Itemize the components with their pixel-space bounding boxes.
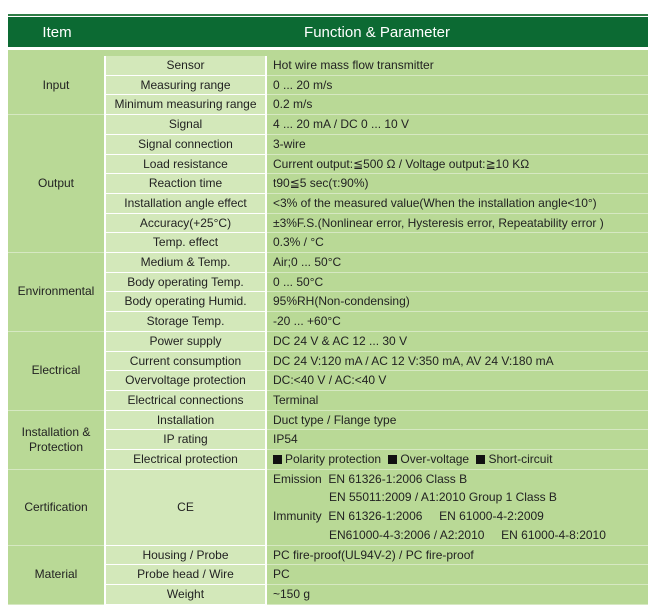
value-power-supply: DC 24 V & AC 12 ... 30 V (266, 331, 648, 351)
header-item: Item (42, 23, 72, 41)
param-electrical-protection: Electrical protection (105, 450, 266, 470)
param-min-measuring-range: Minimum measuring range (105, 95, 266, 115)
value-body-humid: 95%RH(Non-condensing) (266, 292, 648, 312)
value-signal: 4 ... 20 mA / DC 0 ... 10 V (266, 115, 648, 135)
param-load-resistance: Load resistance (105, 154, 266, 174)
value-storage-temp: -20 ... +60°C (266, 312, 648, 332)
value-signal-connection: 3-wire (266, 134, 648, 154)
group-output: Output (8, 115, 105, 253)
value-measuring-range: 0 ... 20 m/s (266, 75, 648, 95)
protection-item: Short-circuit (488, 452, 553, 467)
param-power-supply: Power supply (105, 331, 266, 351)
value-load-resistance: Current output:≦500 Ω / Voltage output:≧10 KΩ (266, 154, 648, 174)
param-signal: Signal (105, 115, 266, 135)
value-ce (266, 469, 648, 545)
value-probe-head: PC (266, 565, 648, 585)
param-installation-angle: Installation angle effect (105, 193, 266, 213)
ce-emission-2: EN 55011:2009 / A1:2010 Group 1 Class B (329, 490, 557, 505)
param-sensor: Sensor (105, 53, 266, 75)
param-ip-rating: IP rating (105, 430, 266, 450)
table-row (8, 331, 648, 351)
ce-emission-line-1 (273, 470, 648, 489)
param-current-consumption: Current consumption (105, 351, 266, 371)
table-row (8, 469, 648, 545)
value-accuracy: ±3%F.S.(Nonlinear error, Hysteresis error, Repeatability error ) (266, 213, 648, 233)
value-overvoltage: DC:<40 V / AC:<40 V (266, 371, 648, 391)
ce-emission-1: EN 61326-1:2006 Class B (328, 471, 468, 486)
param-housing: Housing / Probe (105, 545, 266, 565)
value-installation-angle: <3% of the measured value(When the installation angle<10°) (266, 193, 648, 213)
ce-immunity-4: EN 61000-4-8:2010 (501, 527, 606, 542)
black-square-icon (273, 455, 282, 464)
ce-immunity-line-2 (273, 526, 648, 545)
table-row (8, 253, 648, 273)
value-housing: PC fire-proof(UL94V-2) / PC fire-proof (266, 545, 648, 565)
param-reaction-time: Reaction time (105, 174, 266, 194)
ce-immunity-2: EN 61000-4-2:2009 (439, 509, 544, 524)
table-header (8, 17, 648, 47)
table-row (8, 410, 648, 430)
value-installation: Duct type / Flange type (266, 410, 648, 430)
value-temp-effect: 0.3% / °C (266, 233, 648, 253)
value-current-consumption: DC 24 V:120 mA / AC 12 V:350 mA, AV 24 V:180 mA (266, 351, 648, 371)
top-rule (8, 14, 648, 16)
ce-emission-line-2 (273, 488, 648, 507)
param-body-humid: Body operating Humid. (105, 292, 266, 312)
param-measuring-range: Measuring range (105, 75, 266, 95)
group-material: Material (8, 545, 105, 604)
param-signal-connection: Signal connection (105, 134, 266, 154)
value-reaction-time: t90≦5 sec(τ:90%) (266, 174, 648, 194)
ce-immunity-line-1 (273, 507, 648, 526)
value-medium-temp: Air;0 ... 50°C (266, 253, 648, 273)
ce-emission-label: Emission (273, 471, 322, 486)
param-electrical-connections: Electrical connections (105, 390, 266, 410)
protection-item: Over-voltage (400, 452, 470, 467)
group-certification: Certification (8, 469, 105, 545)
group-electrical: Electrical (8, 331, 105, 410)
value-sensor: Hot wire mass flow transmitter (266, 53, 648, 75)
group-installation-protection: Installation & Protection (8, 410, 105, 469)
param-temp-effect: Temp. effect (105, 233, 266, 253)
ce-immunity-1: EN 61326-1:2006 (328, 509, 423, 524)
param-weight: Weight (105, 584, 266, 604)
value-weight: ~150 g (266, 584, 648, 604)
ce-immunity-3: EN61000-4-3:2006 / A2:2010 (329, 527, 485, 542)
value-ip-rating: IP54 (266, 430, 648, 450)
param-body-temp: Body operating Temp. (105, 272, 266, 292)
table-row (8, 53, 648, 75)
group-environmental: Environmental (8, 253, 105, 332)
param-medium-temp: Medium & Temp. (105, 253, 266, 273)
table-row (8, 545, 648, 565)
black-square-icon (476, 455, 485, 464)
param-storage-temp: Storage Temp. (105, 312, 266, 332)
param-installation: Installation (105, 410, 266, 430)
param-overvoltage: Overvoltage protection (105, 371, 266, 391)
value-body-temp: 0 ... 50°C (266, 272, 648, 292)
spec-table (8, 50, 648, 601)
param-ce: CE (105, 469, 266, 545)
param-probe-head: Probe head / Wire (105, 565, 266, 585)
ce-immunity-label: Immunity (273, 509, 322, 524)
header-function: Function & Parameter (304, 23, 450, 41)
group-input: Input (8, 53, 105, 115)
protection-item: Polarity protection (285, 452, 382, 467)
value-electrical-protection (266, 450, 648, 470)
value-min-measuring-range: 0.2 m/s (266, 95, 648, 115)
table-row (8, 115, 648, 135)
param-accuracy: Accuracy(+25°C) (105, 213, 266, 233)
value-electrical-connections: Terminal (266, 390, 648, 410)
black-square-icon (388, 455, 397, 464)
